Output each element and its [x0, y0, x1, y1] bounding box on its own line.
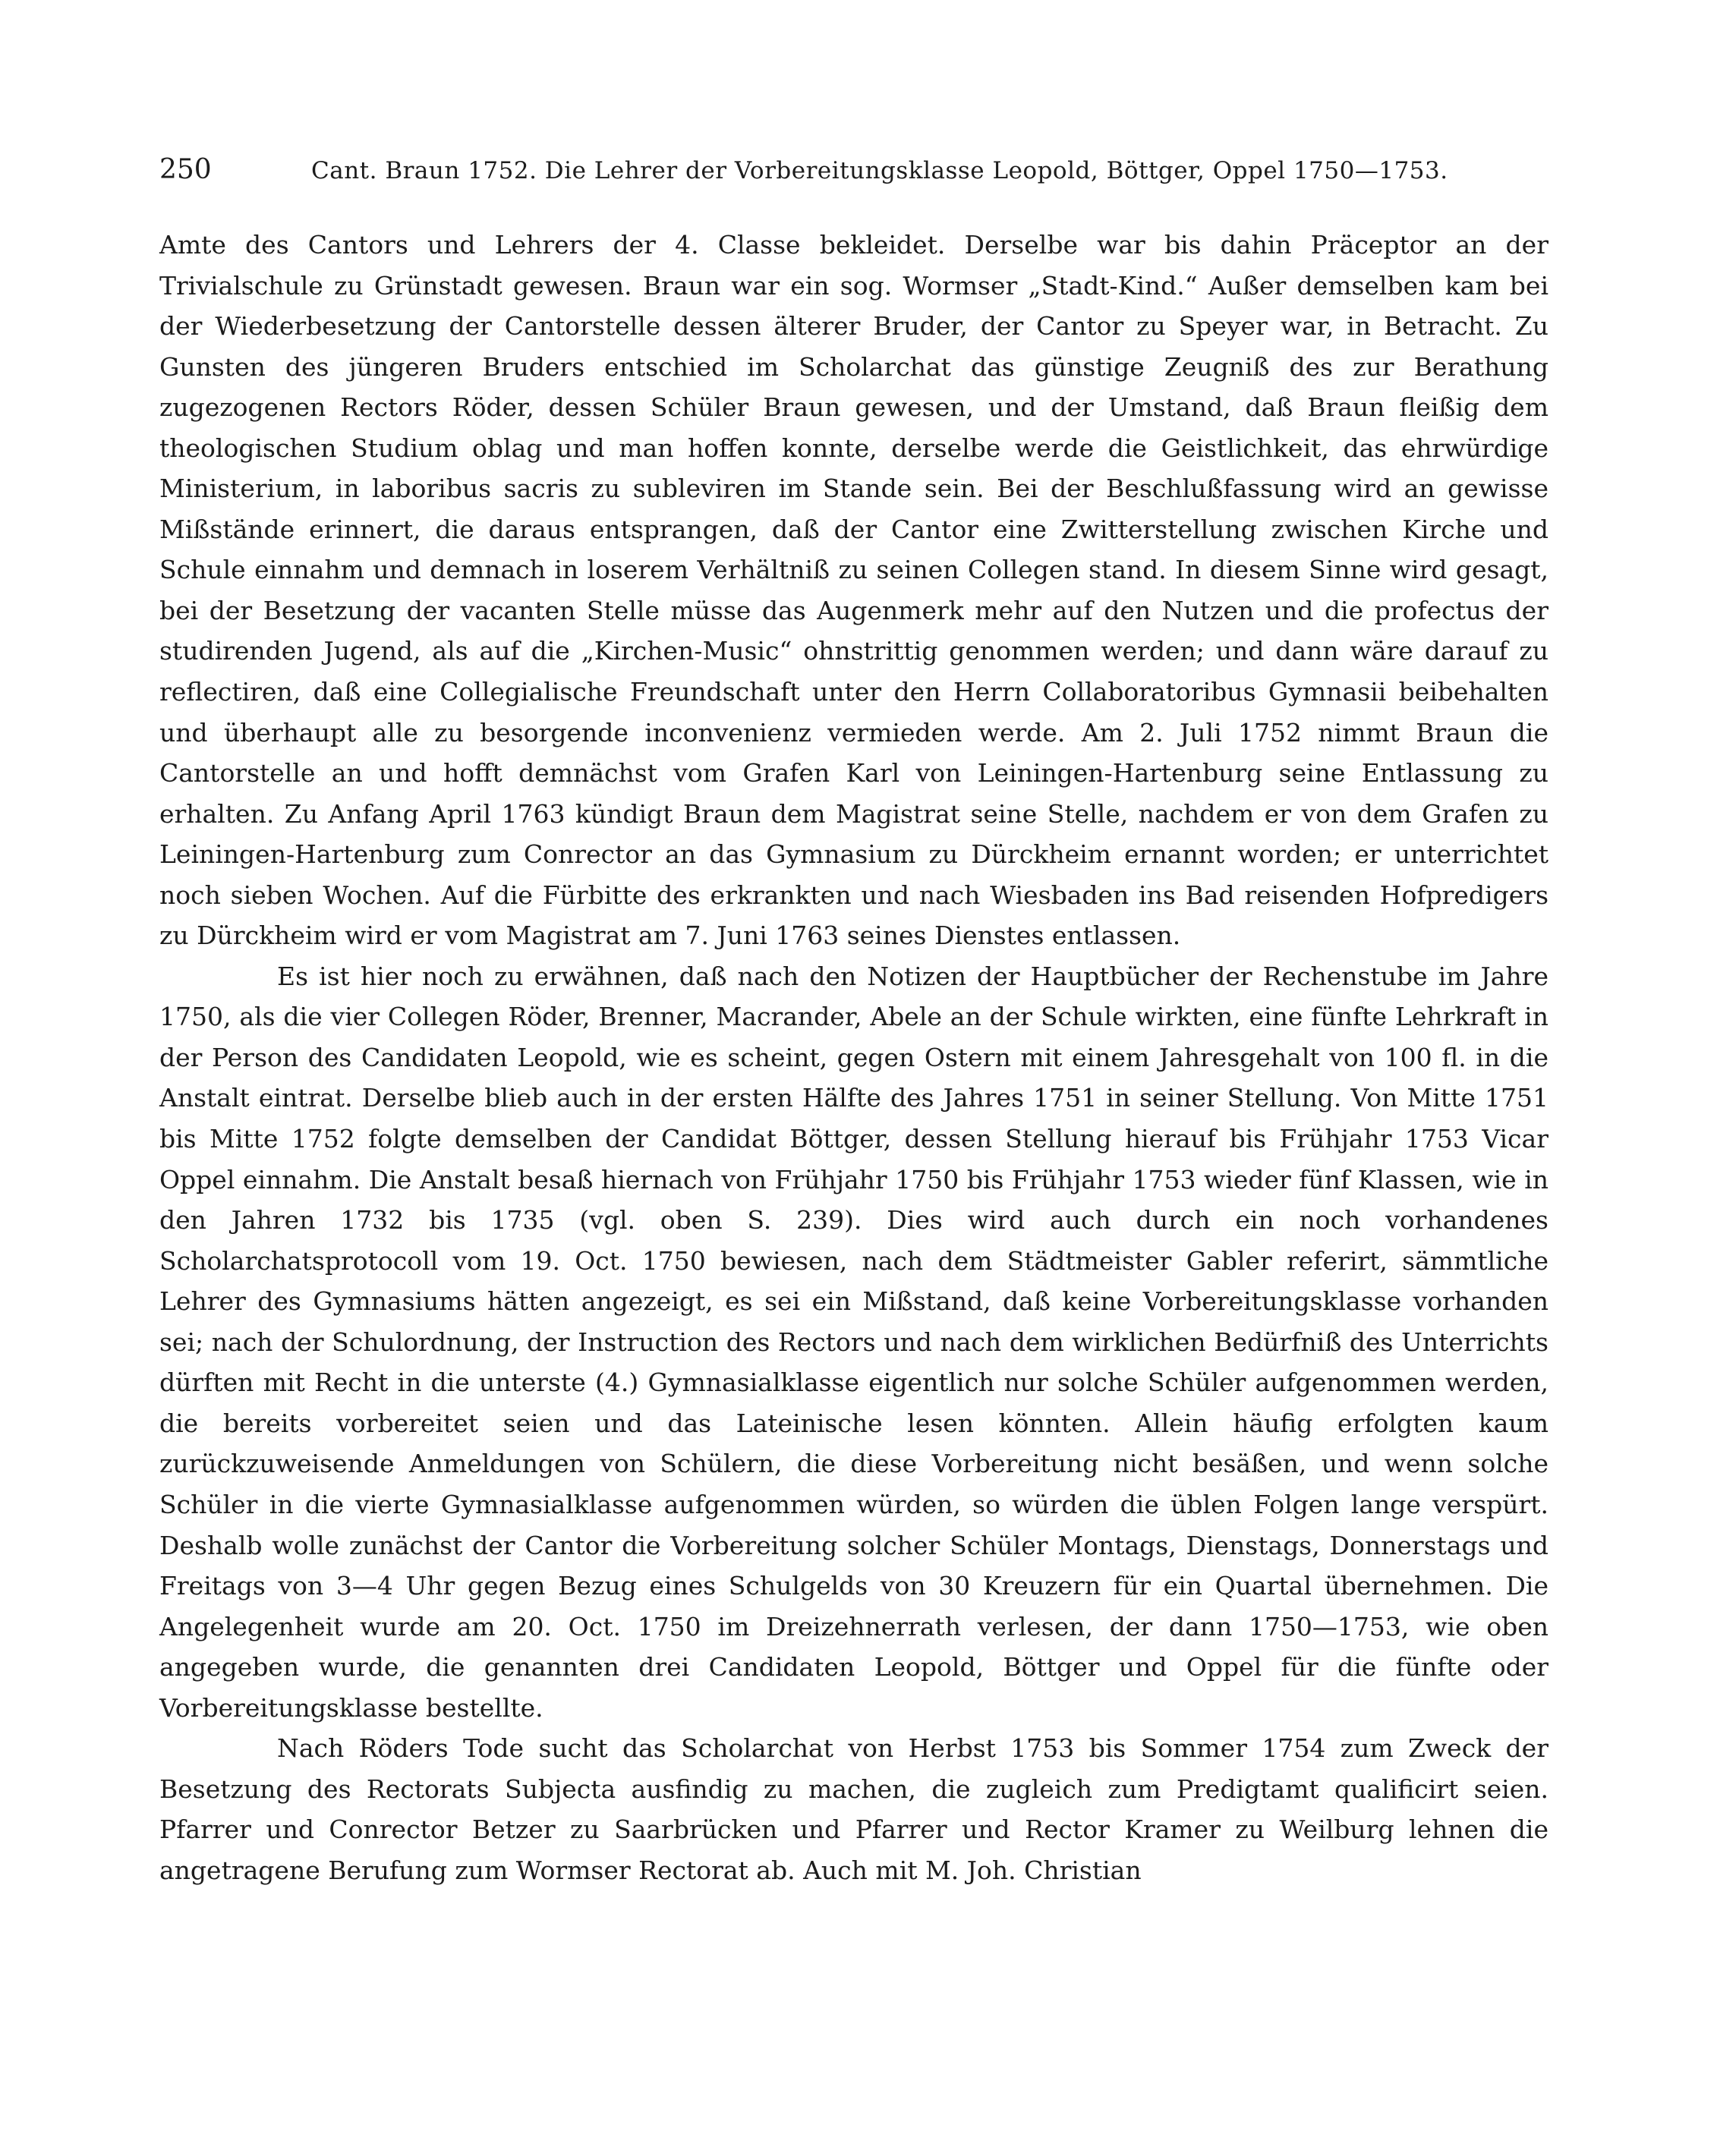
- running-header: [159, 152, 1548, 189]
- paragraph-1: Amte des Cantors und Lehrers der 4. Classe bekleidet. Derselbe war bis dahin Präceptor an der Trivialschule zu Grünstadt gewesen. Braun war ein sog. Wormser „Stadt-Kind.“ Außer demselben kam bei der Wiederbesetzung der Cantorstelle dessen älterer Bruder, der Cantor zu Speyer war, in Betracht. Zu Gunsten des jüngeren Bruders entschied im Scholarchat das günstige Zeugniß des zur Berathung zugezogenen Rectors Röder, dessen Schüler Braun gewesen, und der Umstand, daß Braun fleißig dem theologischen Studium oblag und man hoffen konnte, derselbe werde die Geistlichkeit, das ehrwürdige Ministerium, in laboribus sacris zu subleviren im Stande sein. Bei der Beschlußfassung wird an gewisse Mißstände erinnert, die daraus entsprangen, daß der Cantor eine Zwitterstellung zwischen Kirche und Schule einnahm und demnach in loserem Verhältniß zu seinen Collegen stand. In diesem Sinne wird gesagt, bei der Besetzung der vacanten Stelle müsse das Augenmerk mehr auf den Nutzen und die profectus der studirenden Jugend, als auf die „Kirchen-Music“ ohnstrittig genommen werden; und dann wäre darauf zu reflectiren, daß eine Collegialische Freundschaft unter den Herrn Collaboratoribus Gymnasii beibehalten und überhaupt alle zu besorgende inconvenienz vermieden werde. Am 2. Juli 1752 nimmt Braun die Cantorstelle an und hofft demnächst vom Grafen Karl von Leiningen-Hartenburg seine Entlassung zu erhalten. Zu Anfang April 1763 kündigt Braun dem Magistrat seine Stelle, nachdem er von dem Grafen zu Leiningen-Hartenburg zum Conrector an das Gymnasium zu Dürckheim ernannt worden; er unterrichtet noch sieben Wochen. Auf die Fürbitte des erkrankten und nach Wiesbaden ins Bad reisenden Hofpredigers zu Dürckheim wird er vom Magistrat am 7. Juni 1763 seines Dienstes entlassen.: [159, 230, 1548, 951]
- paragraph-3: Nach Röders Tode sucht das Scholarchat von Herbst 1753 bis Sommer 1754 zum Zweck der Besetzung des Rectorats Subjecta ausfindig zu machen, die zugleich zum Predigtamt qualificirt seien. Pfarrer und Conrector Betzer zu Saarbrücken und Pfarrer und Rector Kramer zu Weilburg lehnen die angetragene Berufung zum Wormser Rectorat ab. Auch mit M. Joh. Christian: [159, 1733, 1548, 1885]
- page-number: 250: [159, 154, 212, 185]
- running-title: Cant. Braun 1752. Die Lehrer der Vorbereitungsklasse Leopold, Böttger, Oppel 1750—1753.: [311, 157, 1448, 184]
- paragraph-2: Es ist hier noch zu erwähnen, daß nach den Notizen der Hauptbücher der Rechenstube im Jahre 1750, als die vier Collegen Röder, Brenner, Macrander, Abele an der Schule wirkten, eine fünfte Lehrkraft in der Person des Candidaten Leopold, wie es scheint, gegen Ostern mit einem Jahresgehalt von 100 fl. in die Anstalt eintrat. Derselbe blieb auch in der ersten Hälfte des Jahres 1751 in seiner Stellung. Von Mitte 1751 bis Mitte 1752 folgte demselben der Candidat Böttger, dessen Stellung hierauf bis Frühjahr 1753 Vicar Oppel einnahm. Die Anstalt besaß hiernach von Frühjahr 1750 bis Frühjahr 1753 wieder fünf Klassen, wie in den Jahren 1732 bis 1735 (vgl. oben S. 239). Dies wird auch durch ein noch vorhandenes Scholarchatsprotocoll vom 19. Oct. 1750 bewiesen, nach dem Städtmeister Gabler referirt, sämmtliche Lehrer des Gymnasiums hätten angezeigt, es sei ein Mißstand, daß keine Vorbereitungsklasse vorhanden sei; nach der Schulordnung, der Instruction des Rectors und nach dem wirklichen Bedürfniß des Unterrichts dürften mit Recht in die unterste (4.) Gymnasialklasse eigentlich nur solche Schüler aufgenommen werden, die bereits vorbereitet seien und das Lateinische lesen könnten. Allein häufig erfolgten kaum zurückzuweisende Anmeldungen von Schülern, die diese Vorbereitung nicht besäßen, und wenn solche Schüler in die vierte Gymnasialklasse aufgenommen würden, so würden die üblen Folgen lange verspürt. Deshalb wolle zunächst der Cantor die Vorbereitung solcher Schüler Montags, Dienstags, Donnerstags und Freitags von 3—4 Uhr gegen Bezug eines Schulgelds von 30 Kreuzern für ein Quartal übernehmen. Die Angelegenheit wurde am 20. Oct. 1750 im Dreizehnerrath verlesen, der dann 1750—1753, wie oben angegeben wurde, die genannten drei Candidaten Leopold, Böttger und Oppel für die fünfte oder Vorbereitungsklasse bestellte.: [159, 961, 1548, 1723]
- body-text: [159, 225, 1548, 1890]
